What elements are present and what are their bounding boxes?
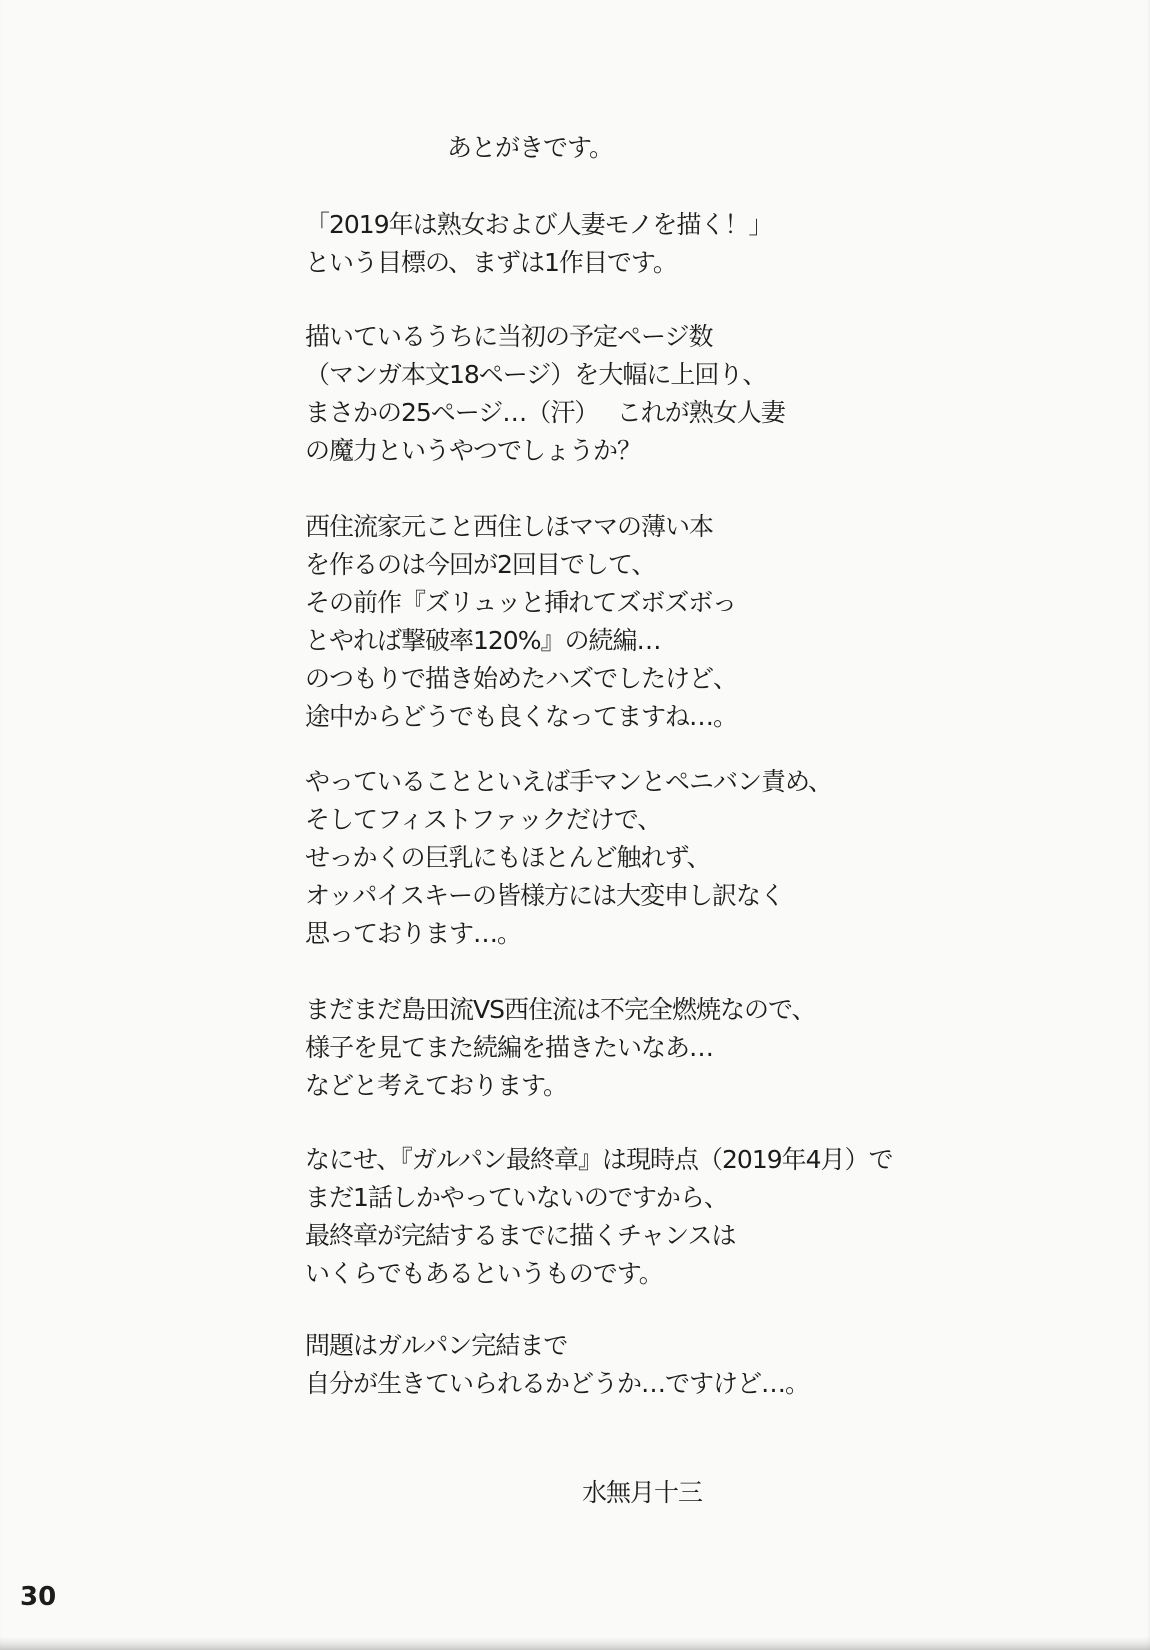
author-signature: 水無月十三 (582, 1478, 703, 1507)
text-line: 途中からどうでも良くなってますね…。 (305, 702, 738, 731)
text-line: 思っております…。 (305, 919, 522, 948)
text-line: 自分が生きていられるかどうか…ですけど…。 (305, 1369, 810, 1398)
text-line: せっかくの巨乳にもほとんど触れず、 (305, 843, 711, 872)
paragraph-apology (305, 763, 832, 953)
paragraph-sequel-hopes (305, 991, 815, 1105)
text-line: やっていることといえば手マンとペニバン責め、 (305, 767, 833, 796)
text-line: そしてフィストファックだけで、 (305, 805, 662, 834)
text-line: 「2019年は熟女および人妻モノを描く！」 (305, 210, 773, 239)
text-line: なにせ、『ガルパン最終章』は現時点（2019年4月）で (305, 1145, 893, 1174)
scan-edge (0, 1636, 1150, 1650)
paragraph-final-chapter (305, 1141, 893, 1293)
text-line: まだ1話しかやっていないのですから、 (305, 1183, 728, 1212)
afterword-title: あとがきです。 (447, 133, 614, 162)
text-line: その前作『ズリュッと挿れてズボズボっ (305, 588, 737, 617)
paragraph-previous-work (305, 508, 737, 736)
text-line: 描いているうちに当初の予定ページ数 (305, 322, 713, 351)
text-line: まだまだ島田流VS西住流は不完全燃焼なので、 (305, 995, 816, 1024)
text-line: 西住流家元こと西住しほママの薄い本 (305, 512, 714, 541)
text-line: （マンガ本文18ページ）を大幅に上回り、 (305, 360, 767, 389)
text-line: 様子を見てまた続編を描きたいなあ… (305, 1033, 714, 1062)
text-line: を作るのは今回が2回目でして、 (305, 550, 656, 579)
text-line: 最終章が完結するまでに描くチャンスは (305, 1221, 736, 1250)
text-line: などと考えております。 (305, 1071, 568, 1100)
text-line: まさかの25ページ…（汗） これが熟女人妻 (305, 398, 785, 427)
page-number: 30 (20, 1582, 57, 1612)
text-line: 問題はガルパン完結まで (305, 1331, 568, 1360)
text-line: オッパイスキーの皆様方には大変申し訳なく (305, 881, 785, 910)
paragraph-page-count (305, 318, 785, 470)
text-line: の魔力というやつでしょうか？ (305, 436, 642, 465)
text-line: とやれば撃破率120%』の続編… (305, 626, 661, 655)
text-line: という目標の、まずは1作目です。 (305, 248, 677, 277)
paragraph-goal (305, 206, 772, 282)
paragraph-closing-joke (305, 1327, 809, 1403)
text-line: のつもりで描き始めたハズでしたけど、 (305, 664, 738, 693)
text-line: いくらでもあるというものです。 (305, 1259, 663, 1288)
